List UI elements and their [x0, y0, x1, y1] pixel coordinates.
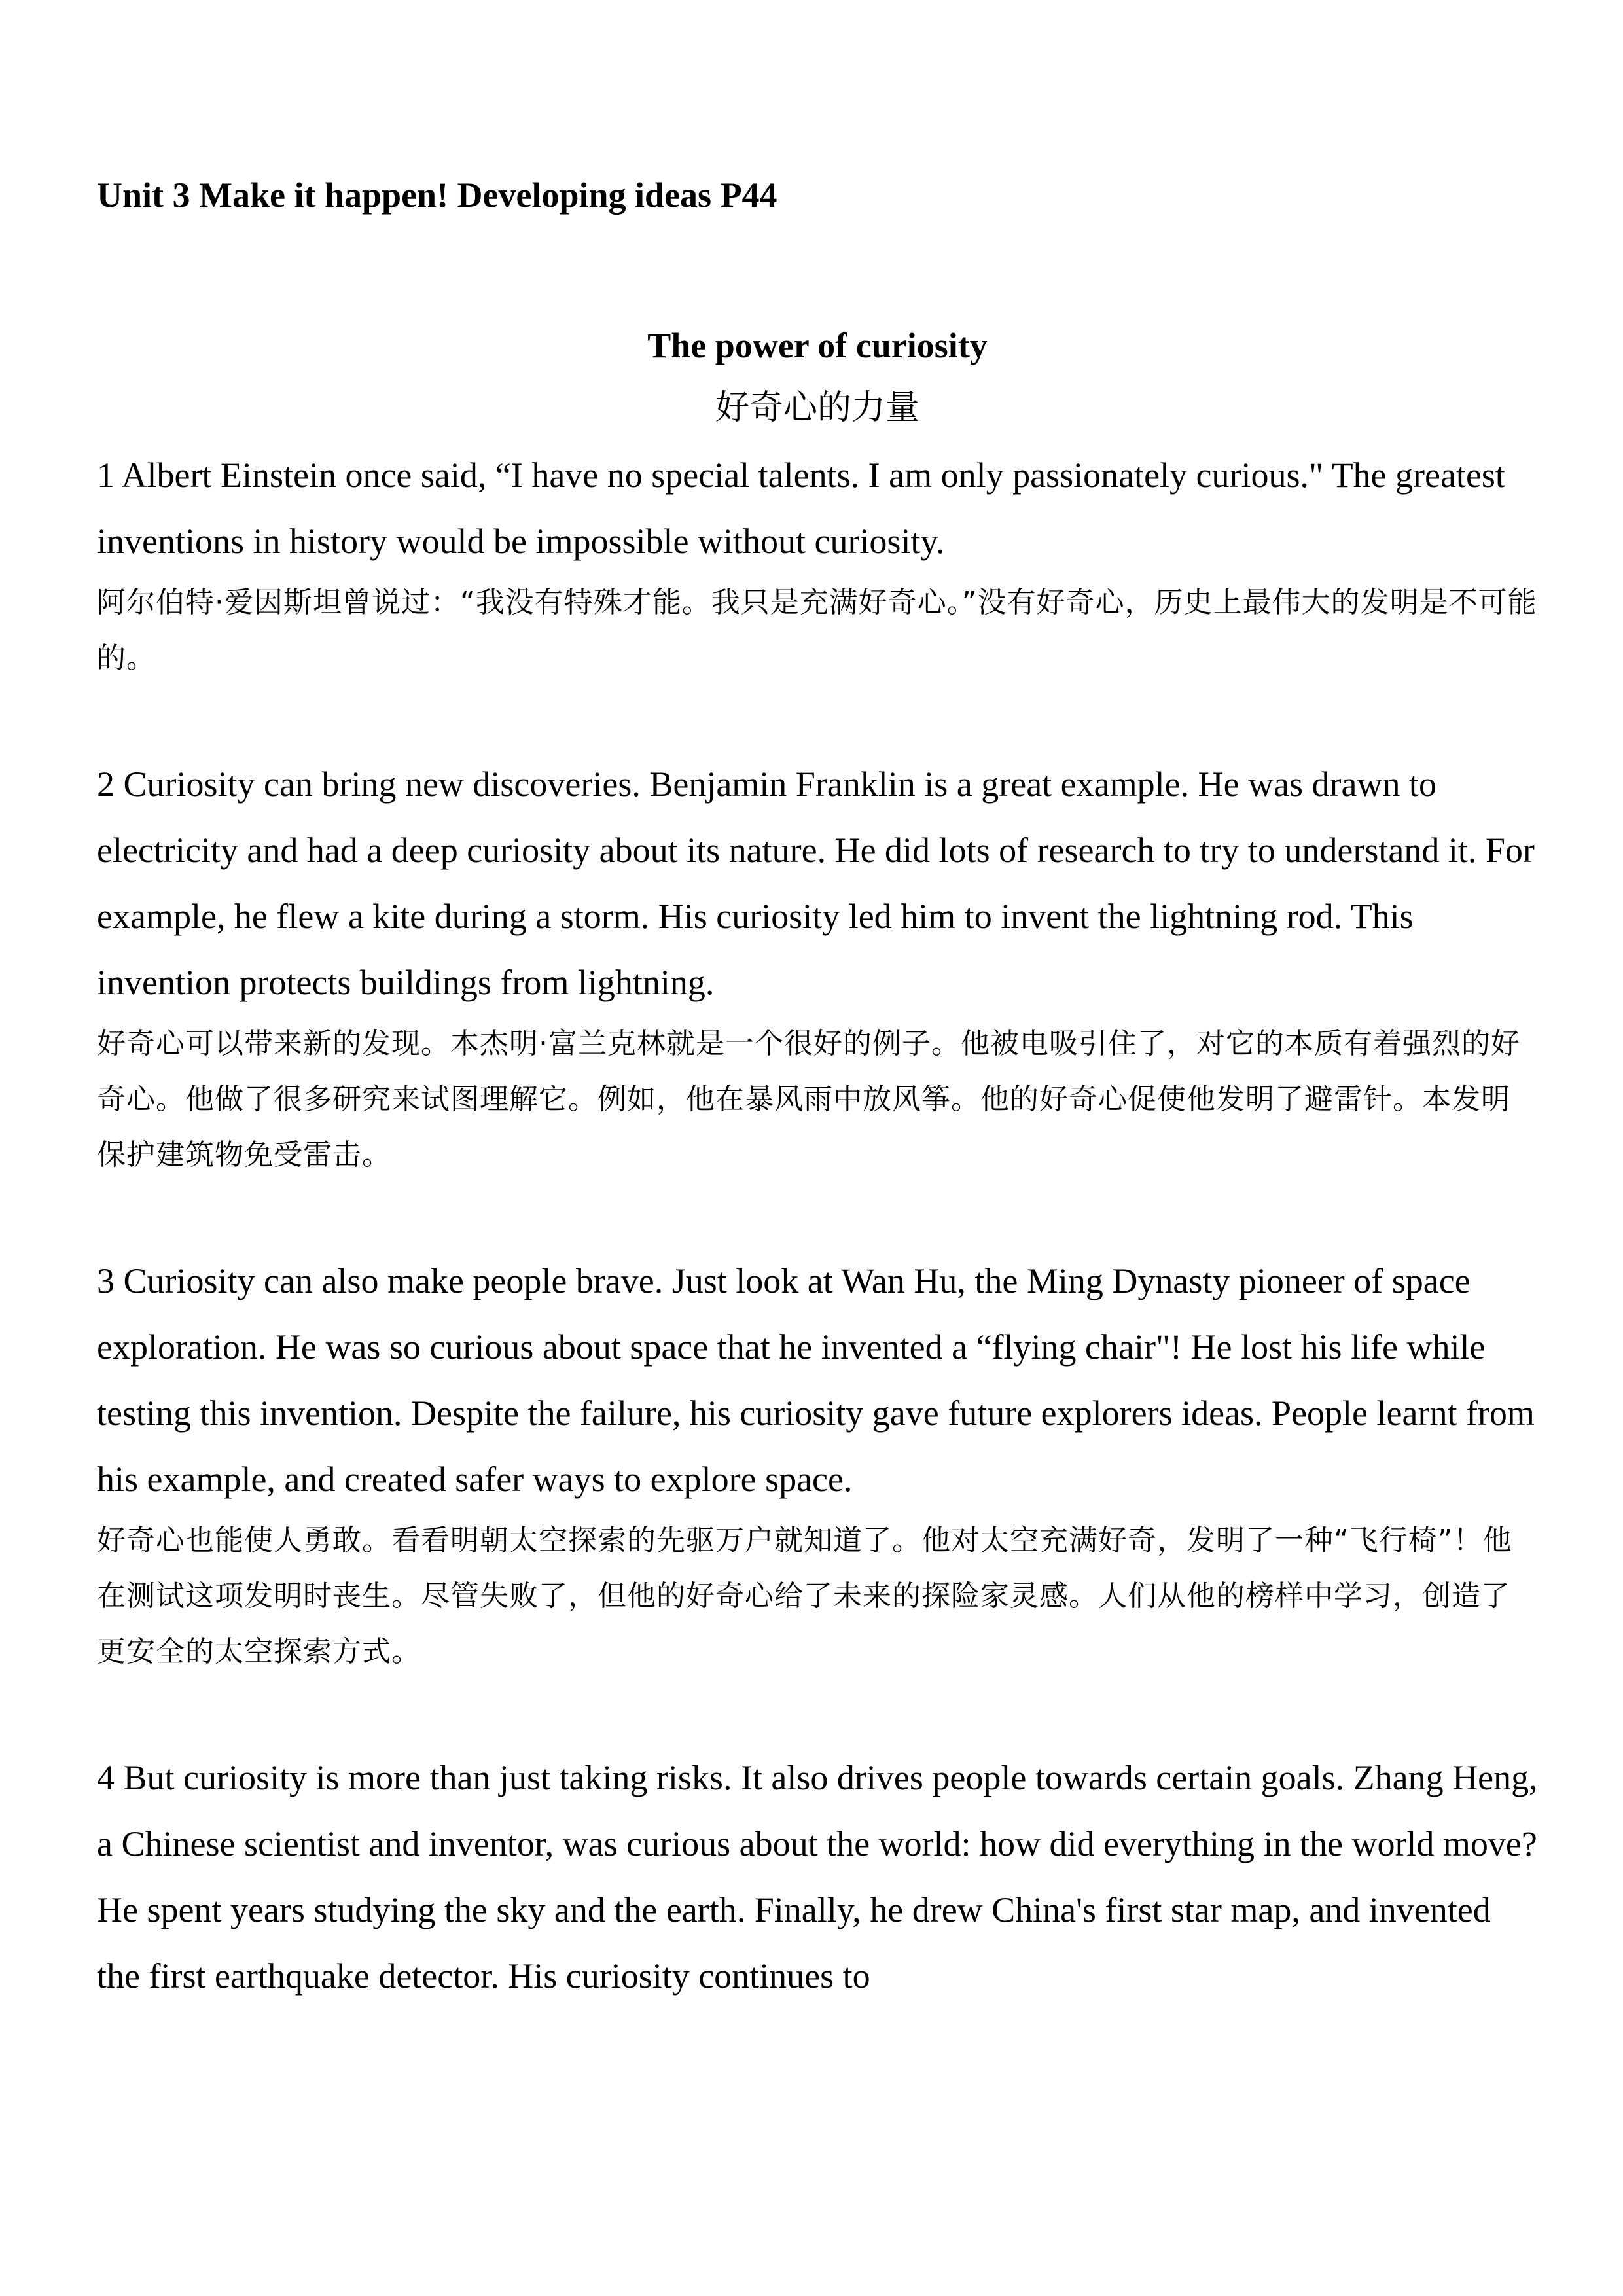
- paragraph-1-english: 1 Albert Einstein once said, “I have no special talents. I am only passionately curious." The greatest inventions in history would be impossible without curiosity.: [97, 456, 1505, 561]
- paragraph-1: [97, 442, 1538, 686]
- paragraph-3: [97, 1248, 1538, 1679]
- paragraph-2-english: 2 Curiosity can bring new discoveries. Benjamin Franklin is a great example. He was drawn to electricity and had a deep curiosity about its nature. He did lots of research to try to understand it. For example, he flew a kite during a storm. His curiosity led him to invent the lightning rod. This invention protects buildings from lightning.: [97, 764, 1535, 1002]
- unit-title: Unit 3 Make it happen! Developing ideas P44: [97, 175, 777, 215]
- paragraph-2: [97, 751, 1538, 1183]
- article-title-en: The power of curiosity: [647, 326, 988, 365]
- paragraph-3-chinese: 好奇心也能使人勇敢。看看明朝太空探索的先驱万户就知道了。他对太空充满好奇，发明了一种“飞行椅”！他在测试这项发明时丧生。尽管失败了，但他的好奇心给了未来的探险家灵感。人们从他的榜样中学习，创造了更安全的太空探索方式。: [97, 1524, 1512, 1668]
- document-content: [97, 169, 1538, 2009]
- paragraph-1-chinese: 阿尔伯特·爱因斯坦曾说过：“我没有特殊才能。我只是充满好奇心。”没有好奇心，历史上最伟大的发明是不可能的。: [97, 586, 1537, 675]
- paragraph-4-english: 4 But curiosity is more than just taking risks. It also drives people towards certain goals. Zhang Heng, a Chinese scientist and inventor, was curious about the world: how did everything in the world move? He spent years studying the sky and the earth. Finally, he drew China's first star map, and invented the first earthquake detector. His curiosity continues to: [97, 1758, 1538, 1996]
- article-title-cn: 好奇心的力量: [715, 388, 919, 427]
- paragraph-2-chinese: 好奇心可以带来新的发现。本杰明·富兰克林就是一个很好的例子。他被电吸引住了，对它的本质有着强烈的好奇心。他做了很多研究来试图理解它。例如，他在暴风雨中放风筝。他的好奇心促使他发明了避雷针。本发明保护建筑物免受雷击。: [97, 1027, 1520, 1172]
- paragraph-3-english: 3 Curiosity can also make people brave. Just look at Wan Hu, the Ming Dynasty pioneer of space exploration. He was so curious about space that he invented a “flying chair"! He lost his life while testing this invention. Despite the failure, his curiosity gave future explorers ideas. People learnt from his example, and created safer ways to explore space.: [97, 1261, 1535, 1499]
- paragraph-4: [97, 1745, 1538, 2009]
